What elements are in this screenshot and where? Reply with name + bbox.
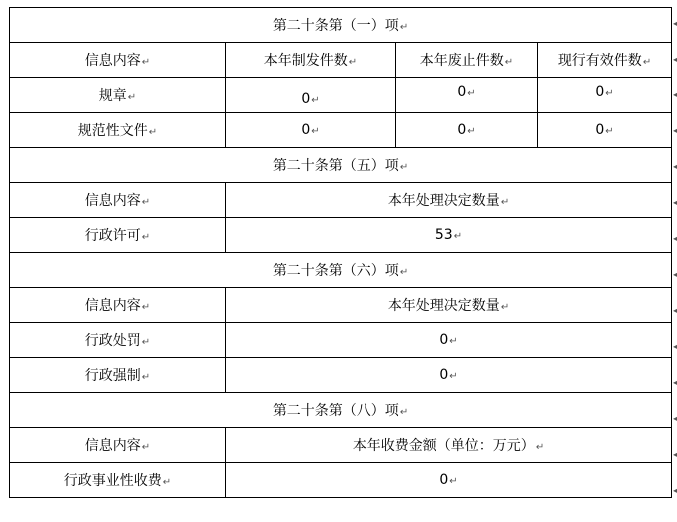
row-label: 行政处罚↵ bbox=[10, 323, 226, 358]
value-cell: 0↵ bbox=[226, 358, 672, 393]
header-cell: 现行有效件数↵ bbox=[538, 43, 672, 78]
header-row bbox=[10, 428, 672, 463]
row-end-marker: ◂ bbox=[673, 162, 677, 171]
row-label: 行政许可↵ bbox=[10, 218, 226, 253]
disclosure-table bbox=[9, 7, 672, 498]
row-end-marker: ◂ bbox=[673, 126, 677, 135]
value-cell: 0↵ bbox=[226, 78, 396, 113]
table-row bbox=[10, 323, 672, 358]
section-title: 第二十条第（五）项↵ bbox=[10, 148, 672, 183]
table-row bbox=[10, 78, 672, 113]
value-cell: 53↵ bbox=[226, 218, 672, 253]
value-cell: 0↵ bbox=[226, 463, 672, 498]
value-cell: 0↵ bbox=[396, 78, 538, 113]
section-title: 第二十条第（六）项↵ bbox=[10, 253, 672, 288]
header-cell: 本年处理决定数量↵ bbox=[226, 288, 672, 323]
row-end-marker: ◂ bbox=[673, 234, 677, 243]
table-row bbox=[10, 358, 672, 393]
value-cell: 0↵ bbox=[226, 113, 396, 148]
value-cell: 0↵ bbox=[226, 323, 672, 358]
header-row bbox=[10, 183, 672, 218]
header-cell: 信息内容↵ bbox=[10, 428, 226, 463]
section-title-row bbox=[10, 8, 672, 43]
row-end-marker: ◂ bbox=[673, 198, 677, 207]
row-end-marker: ◂ bbox=[673, 378, 677, 387]
row-label: 行政事业性收费↵ bbox=[10, 463, 226, 498]
table-row bbox=[10, 463, 672, 498]
header-cell: 信息内容↵ bbox=[10, 183, 226, 218]
section-title: 第二十条第（一）项↵ bbox=[10, 8, 672, 43]
row-end-marker: ◂ bbox=[673, 342, 677, 351]
row-label: 规范性文件↵ bbox=[10, 113, 226, 148]
value-cell: 0↵ bbox=[538, 78, 672, 113]
header-cell: 本年废止件数↵ bbox=[396, 43, 538, 78]
header-cell: 信息内容↵ bbox=[10, 288, 226, 323]
value-cell: 0↵ bbox=[538, 113, 672, 148]
row-end-marker: ◂ bbox=[673, 270, 677, 279]
row-end-marker: ◂ bbox=[673, 90, 677, 99]
header-cell: 信息内容↵ bbox=[10, 43, 226, 78]
section-title: 第二十条第（八）项↵ bbox=[10, 393, 672, 428]
header-cell: 本年收费金额（单位：万元）↵ bbox=[226, 428, 672, 463]
row-end-marker: ◂ bbox=[673, 414, 677, 423]
row-end-marker: ◂ bbox=[673, 306, 677, 315]
row-end-marker: ◂ bbox=[673, 19, 677, 28]
table-row bbox=[10, 113, 672, 148]
header-row bbox=[10, 43, 672, 78]
section-title-row bbox=[10, 393, 672, 428]
header-cell: 本年处理决定数量↵ bbox=[226, 183, 672, 218]
header-cell: 本年制发件数↵ bbox=[226, 43, 396, 78]
row-end-marker: ◂ bbox=[673, 450, 677, 459]
row-end-markers bbox=[673, 0, 677, 522]
header-row bbox=[10, 288, 672, 323]
section-title-row bbox=[10, 148, 672, 183]
row-label: 规章↵ bbox=[10, 78, 226, 113]
value-cell: 0↵ bbox=[396, 113, 538, 148]
table-row bbox=[10, 218, 672, 253]
row-label: 行政强制↵ bbox=[10, 358, 226, 393]
section-title-row bbox=[10, 253, 672, 288]
row-end-marker: ◂ bbox=[673, 55, 677, 64]
row-end-marker: ◂ bbox=[673, 486, 677, 495]
